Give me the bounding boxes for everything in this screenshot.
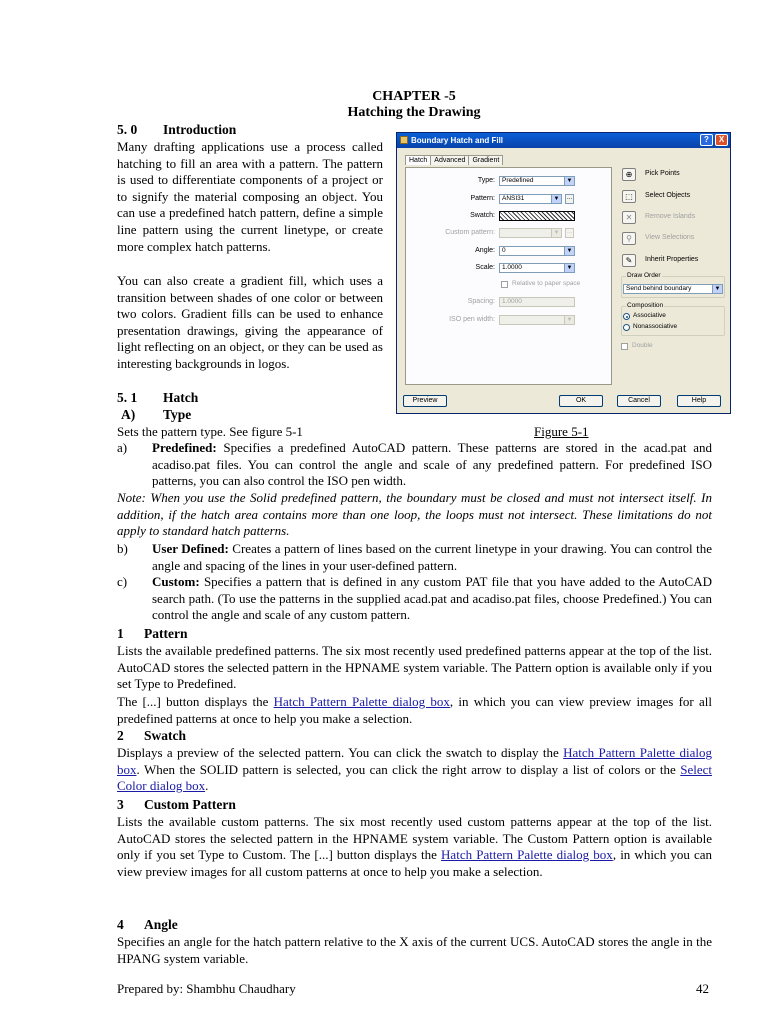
help-button[interactable]: Help: [677, 395, 721, 407]
pick-points-icon[interactable]: ⊕: [622, 168, 636, 181]
text-run: The [...] button displays the: [117, 694, 274, 709]
list-term: Predefined:: [152, 440, 217, 455]
cancel-button[interactable]: Cancel: [617, 395, 661, 407]
draw-order-label: Draw Order: [627, 272, 661, 279]
section-number-custom: 3: [117, 797, 124, 812]
angle-label: Angle:: [475, 247, 495, 254]
hatch-pattern-palette-link[interactable]: Hatch Pattern Palette dialog box: [117, 745, 713, 777]
hatch-pattern-palette-link[interactable]: Hatch Pattern Palette dialog box: [441, 847, 613, 863]
swatch-paragraph: [117, 745, 712, 795]
select-color-link[interactable]: Select Color dialog box: [117, 761, 712, 794]
tab-hatch[interactable]: Hatch: [405, 155, 431, 165]
double-checkbox[interactable]: [621, 343, 628, 350]
custom-paragraph: [117, 814, 712, 880]
associative-label: Associative: [633, 312, 666, 319]
spacing-label: Spacing:: [467, 298, 495, 305]
text-run: Lists the available custom patterns. The six most recently used custom patterns appear at the top of the list. AutoCAD stores the selected pattern in the HPNAME system variable. The Custom Pattern option is available only if you set Type to Custom. The [...] button displays the: [117, 814, 712, 863]
associative-radio[interactable]: [623, 313, 630, 320]
pattern-paragraph-1: Lists the available predefined patterns. The six most recently used predefined patterns appear at the top of the list. AutoCAD stores the selected pattern in the HPNAME system variable. The Pattern option is available only if you set Type to Predefined.: [117, 643, 712, 692]
note-paragraph: Note: When you use the Solid predefined pattern, the boundary must be closed and must not intersect itself. In addition, if the hatch area contains more than one loop, the loops must not intersect. These limitations do not apply to standard hatch patterns.: [117, 490, 712, 539]
chevron-down-icon: ▼: [564, 316, 574, 324]
text-run: .: [205, 778, 209, 794]
select-objects-icon[interactable]: ⬚: [622, 190, 636, 203]
pattern-browse-button[interactable]: ...: [565, 194, 574, 204]
section-heading-hatch: Hatch: [163, 390, 199, 405]
composition-group: [621, 306, 725, 336]
dialog-titlebar: [397, 133, 730, 148]
relative-paper-space-checkbox[interactable]: [501, 281, 508, 288]
section-number-pattern: 1: [117, 626, 124, 641]
section-heading-custom: Custom Pattern: [144, 797, 236, 812]
preview-button[interactable]: Preview: [403, 395, 447, 407]
list-marker: a): [117, 440, 128, 455]
type-lead: Sets the pattern type. See figure 5-1: [117, 424, 303, 439]
list-item: [117, 574, 712, 624]
nonassociative-label: Nonassociative: [633, 323, 678, 330]
subsection-marker-type: A): [121, 407, 136, 422]
list-text: Specifies a pattern that is defined in any custom PAT file that you have added to the AutoCAD search path. (To use the patterns in the supplied acad.pat and acadiso.pat files, choose Predefined.) You can control the angle and scale of any custom pattern.: [152, 574, 712, 623]
chapter-subtitle: Hatching the Drawing: [347, 105, 481, 120]
section-heading-intro: Introduction: [163, 122, 237, 137]
type-label: Type:: [477, 177, 495, 184]
list-text: Specifies a predefined AutoCAD pattern. These patterns are stored in the acad.pat and acadiso.pat files. You can control the angle and scale of any predefined pattern. For predefined ISO patterns, you can also control the ISO pen width.: [152, 440, 712, 489]
list-item: [117, 541, 712, 574]
chevron-down-icon: ▼: [564, 177, 574, 185]
section-heading-swatch: Swatch: [144, 728, 187, 743]
iso-pen-width-label: ISO pen width:: [449, 316, 495, 323]
chevron-down-icon: ▼: [551, 229, 561, 237]
scale-select[interactable]: [499, 263, 575, 273]
chevron-down-icon: ▼: [564, 264, 574, 272]
close-icon[interactable]: X: [715, 134, 728, 146]
custom-browse-button[interactable]: ...: [565, 228, 574, 238]
list-marker: c): [117, 574, 128, 589]
page-number: 42: [696, 981, 709, 996]
text-run: , in which you can view preview images for all predefined patterns at once to help you make a selection.: [117, 694, 712, 726]
select-objects-label[interactable]: Select Objects: [645, 192, 691, 199]
hatch-pattern-palette-link[interactable]: Hatch Pattern Palette dialog box: [273, 694, 450, 709]
text-run: Displays a preview of the selected pattern. You can click the swatch to display the: [117, 745, 564, 760]
list-item: [117, 440, 712, 490]
figure-caption: Figure 5-1: [534, 424, 589, 439]
composition-label: Composition: [627, 302, 664, 309]
remove-islands-icon[interactable]: ✕: [622, 211, 636, 224]
double-label: Double: [632, 342, 653, 349]
footer-prepared-by: Prepared by: Shambhu Chaudhary: [117, 981, 296, 996]
list-term: Custom:: [152, 574, 200, 589]
pick-points-label[interactable]: Pick Points: [645, 170, 680, 177]
intro-paragraph-2: You can also create a gradient fill, which uses a transition between shades of one color or between two colors. Gradient fills can be used to enhance presentation drawings, giving the appearance of light reflecting on an object, or they can be used as interesting backgrounds in logos.: [117, 273, 383, 371]
scale-value: 1.0000: [502, 264, 522, 271]
tab-gradient[interactable]: Gradient: [468, 155, 503, 165]
section-heading-pattern: Pattern: [144, 626, 188, 641]
dialog-tabs: [405, 155, 502, 167]
pattern-value: ANSI31: [502, 195, 525, 202]
nonassociative-radio[interactable]: [623, 324, 630, 331]
draw-order-select[interactable]: [623, 284, 723, 294]
pattern-select[interactable]: [499, 194, 562, 204]
spacing-input[interactable]: 1.0000: [499, 297, 575, 307]
dialog-title: Boundary Hatch and Fill: [411, 136, 504, 145]
draw-order-value: Send behind boundary: [626, 285, 692, 292]
angle-select[interactable]: [499, 246, 575, 256]
ok-button[interactable]: OK: [559, 395, 603, 407]
view-selections-icon[interactable]: ⚲: [622, 232, 636, 245]
tab-advanced[interactable]: Advanced: [430, 155, 469, 165]
custom-pattern-label: Custom pattern:: [445, 229, 495, 236]
inherit-properties-label[interactable]: Inherit Properties: [645, 256, 699, 263]
subsection-heading-type: Type: [163, 407, 192, 422]
angle-value: 0: [502, 247, 506, 254]
chapter-title: CHAPTER -5: [372, 89, 456, 104]
list-text: Creates a pattern of lines based on the current linetype in your drawing. You can control the angle and spacing of the lines in your user-defined pattern.: [152, 541, 712, 573]
intro-paragraph-1: Many drafting applications use a process called hatching to fill an area with a pattern. The pattern is used to differentiate components of a project or to signify the material composing an object. You can use a predefined hatch pattern, define a simple line pattern using the current linetype, or create more complex hatch patterns.: [117, 139, 383, 254]
boundary-hatch-dialog: [396, 132, 731, 414]
type-select[interactable]: [499, 176, 575, 186]
scale-label: Scale:: [475, 264, 495, 271]
iso-pen-width-select[interactable]: [499, 315, 575, 325]
hatch-tab-panel: [405, 167, 612, 385]
list-marker: b): [117, 541, 128, 556]
angle-paragraph: Specifies an angle for the hatch pattern relative to the X axis of the current UCS. AutoCAD stores the angle in the HPANG system variable.: [117, 934, 712, 966]
chevron-down-icon: ▼: [564, 247, 574, 255]
relative-paper-space-label: Relative to paper space: [512, 280, 581, 287]
section-number-swatch: 2: [117, 728, 124, 743]
chevron-down-icon: ▼: [551, 195, 561, 203]
custom-pattern-select[interactable]: [499, 228, 562, 238]
list-term: User Defined:: [152, 541, 229, 556]
section-number-intro: 5. 0: [117, 122, 138, 137]
help-icon[interactable]: ?: [700, 134, 713, 146]
text-run: . When the SOLID pattern is selected, you can click the right arrow to display a list of colors or the: [136, 761, 681, 777]
type-value: Predefined: [502, 177, 534, 184]
swatch-preview[interactable]: [499, 211, 575, 221]
chevron-down-icon: ▼: [712, 285, 722, 293]
section-heading-angle: Angle: [144, 917, 178, 932]
pattern-paragraph-2: [117, 694, 712, 727]
view-selections-label[interactable]: View Selections: [645, 234, 695, 241]
text-run: , in which you can view preview images for all custom patterns at once to help you make a selection.: [117, 847, 713, 879]
app-icon: [400, 136, 408, 144]
section-number-angle: 4: [117, 917, 124, 932]
pattern-label: Pattern:: [470, 195, 495, 202]
section-number-hatch: 5. 1: [117, 390, 138, 405]
inherit-properties-icon[interactable]: ✎: [622, 254, 636, 267]
swatch-label: Swatch:: [470, 212, 495, 219]
remove-islands-label[interactable]: Remove Islands: [645, 213, 696, 220]
